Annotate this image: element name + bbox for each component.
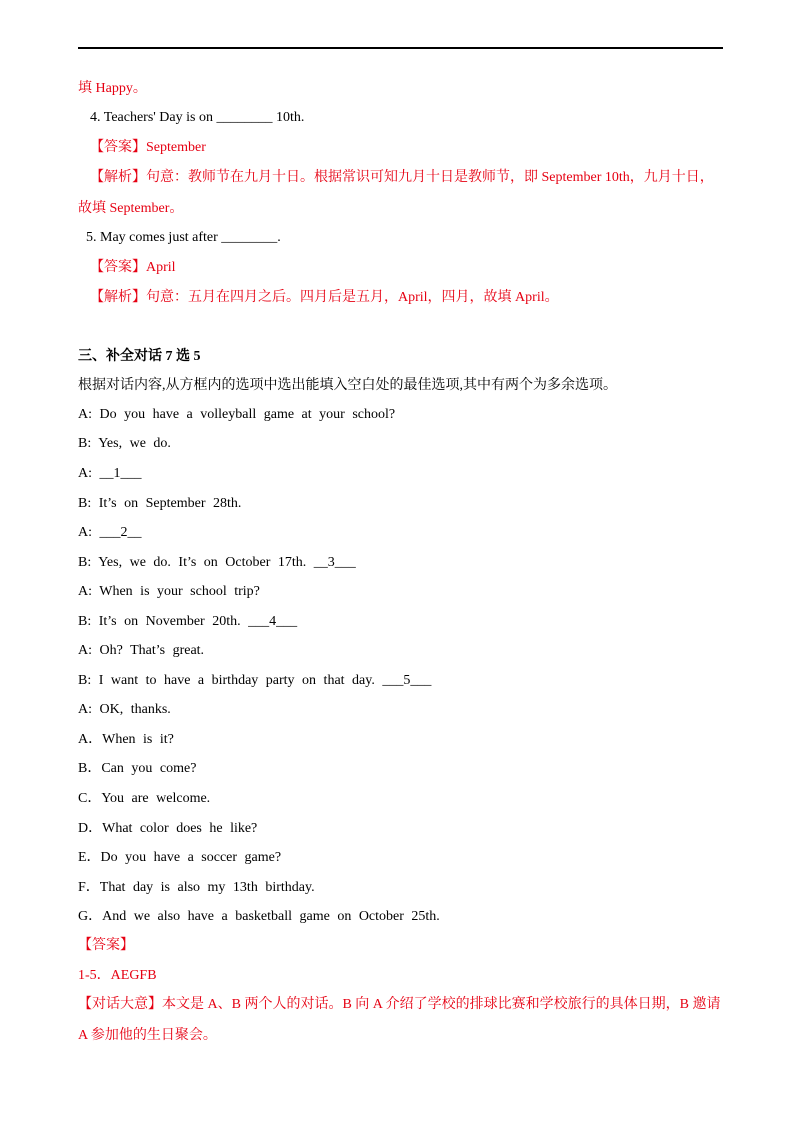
dialogue-summary-cont: A 参加他的生日聚会。 xyxy=(78,1028,217,1043)
question-4: 4. Teachers' Day is on ________ 10th. xyxy=(90,110,305,125)
text-line: 填 Happy。 xyxy=(78,81,147,96)
explanation-5: 【解析】句意：五月在四月之后。四月后是五月，April，四月，故填 April。 xyxy=(90,290,559,305)
dialogue-line: B: Yes, we do. xyxy=(78,436,171,451)
dialogue-line: A: __1___ xyxy=(78,466,142,481)
dialogue-line: B: Yes, we do. It’s on October 17th. __3___ xyxy=(78,555,356,570)
answer-key: 1-5．AEGFB xyxy=(78,968,157,983)
option-e: E．Do you have a soccer game? xyxy=(78,850,282,865)
option-f: F．That day is also my 13th birthday. xyxy=(78,880,315,895)
question-5: 5. May comes just after ________. xyxy=(86,230,281,245)
explanation-4: 【解析】句意：教师节在九月十日。根据常识可知九月十日是教师节，即 September 10th，九月十日， xyxy=(90,170,714,185)
dialogue-line: B: I want to have a birthday party on that day. ___5___ xyxy=(78,673,432,688)
option-g: G．And we also have a basketball game on October 25th. xyxy=(78,909,440,924)
explanation-4-cont: 故填 September。 xyxy=(78,201,184,216)
dialogue-line: A: ___2__ xyxy=(78,525,142,540)
dialogue-line: A: When is your school trip? xyxy=(78,584,260,599)
dialogue-line: B: It’s on September 28th. xyxy=(78,496,242,511)
answer-5: 【答案】April xyxy=(90,260,176,275)
header-rule xyxy=(78,47,723,49)
option-b: B．Can you come? xyxy=(78,761,197,776)
dialogue-line: A: OK, thanks. xyxy=(78,702,171,717)
dialogue-line: A: Do you have a volleyball game at your school? xyxy=(78,407,396,422)
answer-label: 【答案】 xyxy=(78,938,134,953)
answer-4: 【答案】September xyxy=(90,140,206,155)
dialogue-summary: 【对话大意】本文是 A、B 两个人的对话。B 向 A 介绍了学校的排球比赛和学校旅行的具体日期，B 邀请 xyxy=(78,997,721,1012)
option-a: A．When is it? xyxy=(78,732,174,747)
option-c: C．You are welcome. xyxy=(78,791,211,806)
dialogue-line: A: Oh? That’s great. xyxy=(78,643,205,658)
option-d: D．What color does he like? xyxy=(78,821,258,836)
section-instruction: 根据对话内容,从方框内的选项中选出能填入空白处的最佳选项,其中有两个为多余选项。 xyxy=(78,378,617,393)
dialogue-line: B: It’s on November 20th. ___4___ xyxy=(78,614,298,629)
section-title: 三、补全对话 7 选 5 xyxy=(78,349,201,364)
